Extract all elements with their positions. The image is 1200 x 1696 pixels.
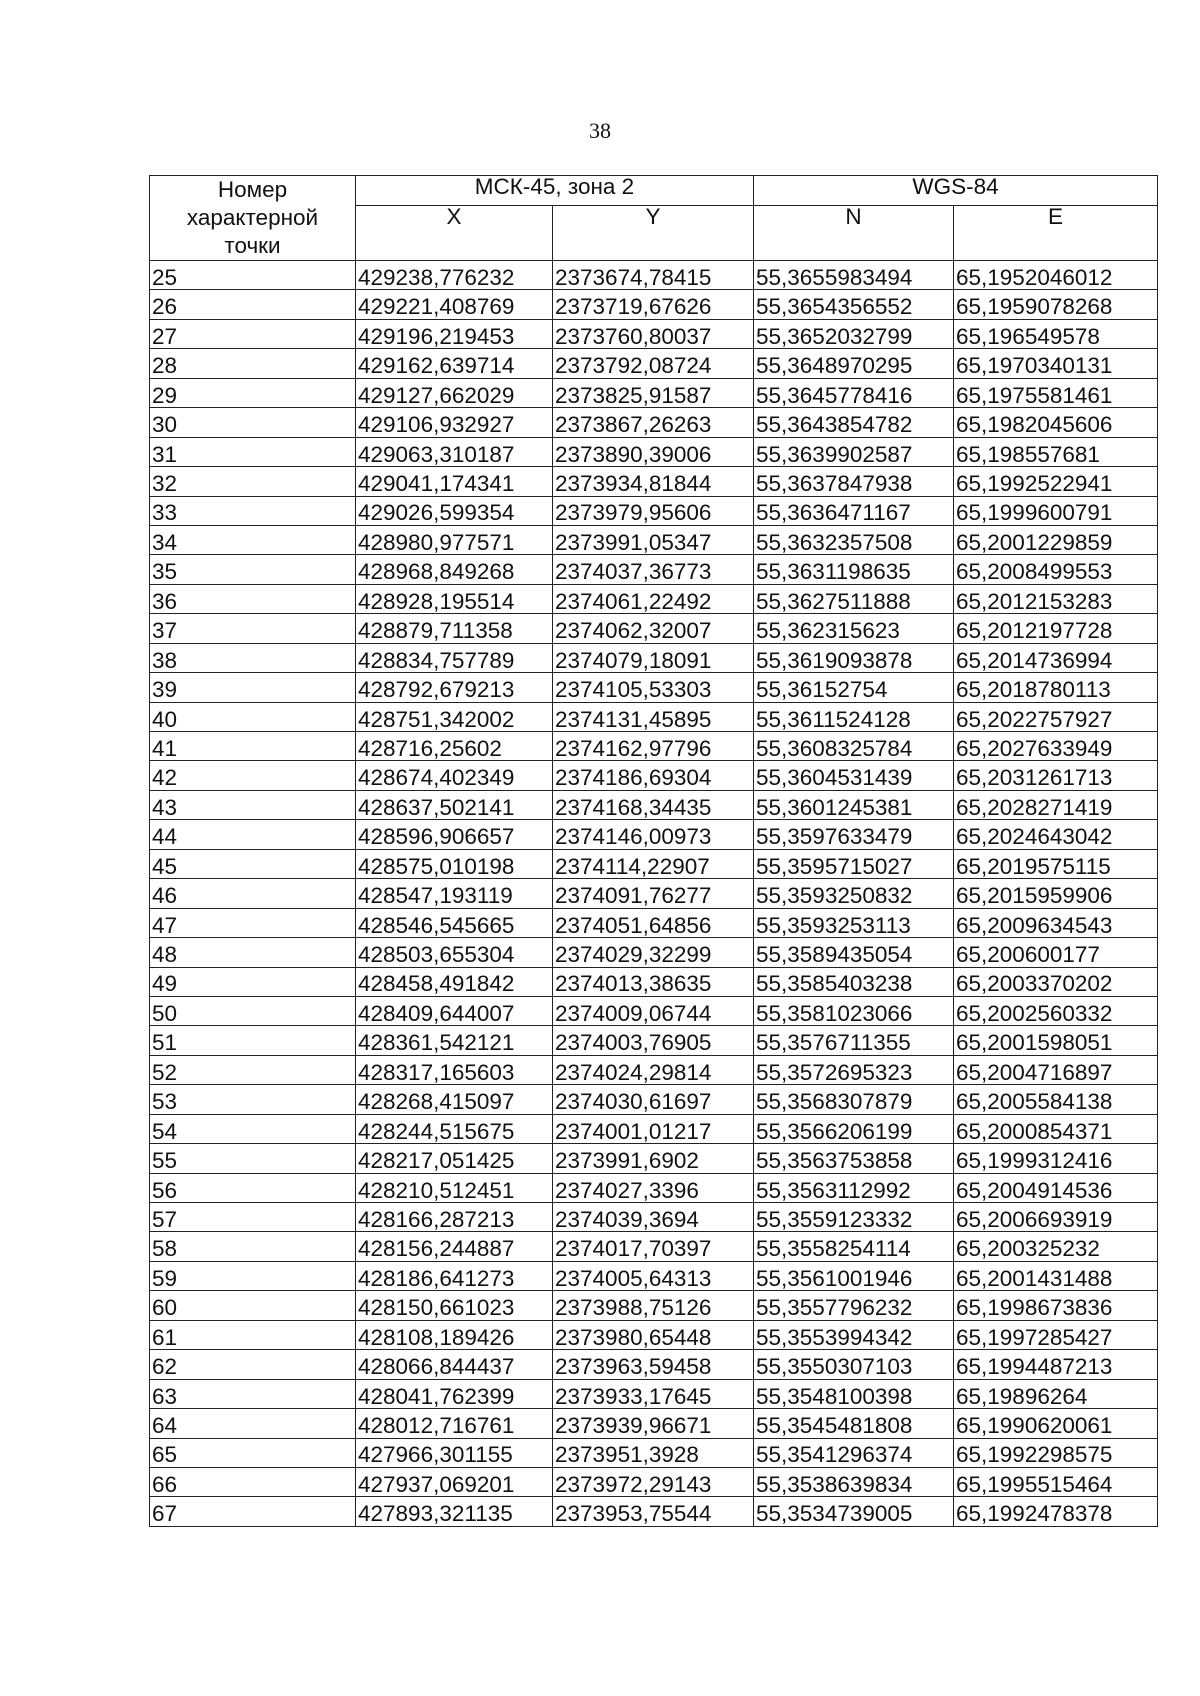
cell-x: 429162,639714 (356, 349, 553, 378)
cell-x: 428503,655304 (356, 938, 553, 967)
cell-y: 2374061,22492 (553, 584, 754, 613)
table-row (150, 820, 1158, 849)
cell-e: 65,2002560332 (954, 996, 1158, 1025)
cell-x: 428217,051425 (356, 1144, 553, 1173)
table-row (150, 643, 1158, 672)
cell-n: 55,3553994342 (754, 1320, 954, 1349)
cell-n: 55,3627511888 (754, 584, 954, 613)
cell-x: 427937,069201 (356, 1467, 553, 1496)
cell-n: 55,3557796232 (754, 1291, 954, 1320)
cell-point-number: 38 (150, 643, 356, 672)
table-row (150, 349, 1158, 378)
cell-e: 65,1975581461 (954, 378, 1158, 407)
header-group-wgs: WGS-84 (754, 176, 1158, 206)
cell-point-number: 66 (150, 1467, 356, 1496)
cell-y: 2373867,26263 (553, 408, 754, 437)
cell-x: 427966,301155 (356, 1438, 553, 1467)
cell-n: 55,3608325784 (754, 732, 954, 761)
cell-e: 65,1992478378 (954, 1497, 1158, 1526)
table-row (150, 584, 1158, 613)
cell-e: 65,1952046012 (954, 261, 1158, 290)
table-row (150, 408, 1158, 437)
table-row (150, 996, 1158, 1025)
cell-point-number: 29 (150, 378, 356, 407)
cell-point-number: 28 (150, 349, 356, 378)
cell-n: 55,3655983494 (754, 261, 954, 290)
cell-n: 55,3589435054 (754, 938, 954, 967)
header-col-x: X (356, 205, 553, 260)
cell-n: 55,3645778416 (754, 378, 954, 407)
cell-point-number: 41 (150, 732, 356, 761)
cell-n: 55,3576711355 (754, 1026, 954, 1055)
cell-n: 55,3581023066 (754, 996, 954, 1025)
cell-e: 65,2014736994 (954, 643, 1158, 672)
coordinates-table (149, 175, 1158, 1527)
cell-e: 65,1959078268 (954, 290, 1158, 319)
cell-n: 55,3538639834 (754, 1467, 954, 1496)
cell-point-number: 40 (150, 702, 356, 731)
cell-e: 65,2024643042 (954, 820, 1158, 849)
cell-x: 428716,25602 (356, 732, 553, 761)
cell-n: 55,3593250832 (754, 879, 954, 908)
cell-point-number: 62 (150, 1350, 356, 1379)
cell-e: 65,1999312416 (954, 1144, 1158, 1173)
table-row (150, 1203, 1158, 1232)
cell-x: 428458,491842 (356, 967, 553, 996)
cell-y: 2373972,29143 (553, 1467, 754, 1496)
cell-n: 55,3545481808 (754, 1409, 954, 1438)
cell-n: 55,3568307879 (754, 1085, 954, 1114)
cell-x: 427893,321135 (356, 1497, 553, 1526)
cell-x: 428546,545665 (356, 908, 553, 937)
cell-x: 428879,711358 (356, 614, 553, 643)
cell-x: 429238,776232 (356, 261, 553, 290)
cell-n: 55,3631198635 (754, 555, 954, 584)
cell-e: 65,1997285427 (954, 1320, 1158, 1349)
cell-point-number: 58 (150, 1232, 356, 1261)
cell-n: 55,3593253113 (754, 908, 954, 937)
cell-n: 55,3566206199 (754, 1114, 954, 1143)
cell-y: 2374114,22907 (553, 849, 754, 878)
cell-y: 2374186,69304 (553, 761, 754, 790)
cell-x: 429127,662029 (356, 378, 553, 407)
cell-e: 65,1999600791 (954, 496, 1158, 525)
cell-y: 2373988,75126 (553, 1291, 754, 1320)
table-row (150, 879, 1158, 908)
cell-x: 429041,174341 (356, 467, 553, 496)
cell-y: 2373979,95606 (553, 496, 754, 525)
cell-x: 428968,849268 (356, 555, 553, 584)
cell-x: 428575,010198 (356, 849, 553, 878)
cell-y: 2373792,08724 (553, 349, 754, 378)
cell-point-number: 31 (150, 437, 356, 466)
table-row (150, 1144, 1158, 1173)
cell-e: 65,2008499553 (954, 555, 1158, 584)
header-group-msk: МСК-45, зона 2 (356, 176, 754, 206)
cell-point-number: 56 (150, 1173, 356, 1202)
table-row (150, 1350, 1158, 1379)
cell-point-number: 63 (150, 1379, 356, 1408)
table-row (150, 938, 1158, 967)
cell-point-number: 46 (150, 879, 356, 908)
cell-x: 428108,189426 (356, 1320, 553, 1349)
cell-n: 55,3558254114 (754, 1232, 954, 1261)
table-row (150, 1291, 1158, 1320)
cell-x: 428166,287213 (356, 1203, 553, 1232)
cell-x: 428361,542121 (356, 1026, 553, 1055)
cell-e: 65,2027633949 (954, 732, 1158, 761)
cell-point-number: 34 (150, 525, 356, 554)
cell-e: 65,2005584138 (954, 1085, 1158, 1114)
cell-point-number: 53 (150, 1085, 356, 1114)
cell-e: 65,2004914536 (954, 1173, 1158, 1202)
cell-point-number: 36 (150, 584, 356, 613)
cell-y: 2374146,00973 (553, 820, 754, 849)
cell-n: 55,3559123332 (754, 1203, 954, 1232)
cell-y: 2374079,18091 (553, 643, 754, 672)
header-col-y: Y (553, 205, 754, 260)
cell-point-number: 47 (150, 908, 356, 937)
cell-y: 2374027,3396 (553, 1173, 754, 1202)
cell-y: 2374029,32299 (553, 938, 754, 967)
cell-point-number: 42 (150, 761, 356, 790)
table-row (150, 1261, 1158, 1290)
cell-y: 2373760,80037 (553, 319, 754, 348)
table-row (150, 790, 1158, 819)
cell-e: 65,1970340131 (954, 349, 1158, 378)
header-point-number-line: Номер (217, 177, 288, 202)
cell-point-number: 25 (150, 261, 356, 290)
table-row (150, 1232, 1158, 1261)
table-row (150, 849, 1158, 878)
cell-x: 428317,165603 (356, 1055, 553, 1084)
cell-point-number: 51 (150, 1026, 356, 1055)
cell-point-number: 30 (150, 408, 356, 437)
table-row (150, 1320, 1158, 1349)
cell-n: 55,3637847938 (754, 467, 954, 496)
cell-point-number: 27 (150, 319, 356, 348)
cell-y: 2374168,34435 (553, 790, 754, 819)
cell-e: 65,1995515464 (954, 1467, 1158, 1496)
header-point-number-line: характерной (186, 205, 319, 230)
cell-n: 55,3585403238 (754, 967, 954, 996)
cell-y: 2373939,96671 (553, 1409, 754, 1438)
cell-x: 428928,195514 (356, 584, 553, 613)
header-col-e: E (954, 205, 1158, 260)
cell-n: 55,3636471167 (754, 496, 954, 525)
cell-n: 55,3619093878 (754, 643, 954, 672)
table-row (150, 967, 1158, 996)
cell-point-number: 50 (150, 996, 356, 1025)
cell-e: 65,1992298575 (954, 1438, 1158, 1467)
table-row (150, 496, 1158, 525)
cell-y: 2373980,65448 (553, 1320, 754, 1349)
table-row (150, 1379, 1158, 1408)
cell-x: 428409,644007 (356, 996, 553, 1025)
table-row (150, 467, 1158, 496)
table-row (150, 1438, 1158, 1467)
table-row (150, 761, 1158, 790)
cell-e: 65,2000854371 (954, 1114, 1158, 1143)
cell-y: 2374003,76905 (553, 1026, 754, 1055)
table-row (150, 1467, 1158, 1496)
header-point-number-line: точки (224, 233, 281, 258)
cell-n: 55,362315623 (754, 614, 954, 643)
cell-e: 65,2031261713 (954, 761, 1158, 790)
cell-y: 2373991,6902 (553, 1144, 754, 1173)
table-row (150, 1026, 1158, 1055)
cell-y: 2373953,75544 (553, 1497, 754, 1526)
table-header (150, 176, 1158, 261)
cell-y: 2373951,3928 (553, 1438, 754, 1467)
cell-n: 55,3604531439 (754, 761, 954, 790)
cell-point-number: 49 (150, 967, 356, 996)
cell-e: 65,2001598051 (954, 1026, 1158, 1055)
table-row (150, 555, 1158, 584)
cell-n: 55,3572695323 (754, 1055, 954, 1084)
cell-x: 429106,932927 (356, 408, 553, 437)
cell-x: 428186,641273 (356, 1261, 553, 1290)
cell-y: 2373933,17645 (553, 1379, 754, 1408)
cell-point-number: 59 (150, 1261, 356, 1290)
cell-e: 65,2006693919 (954, 1203, 1158, 1232)
cell-y: 2373674,78415 (553, 261, 754, 290)
cell-point-number: 39 (150, 673, 356, 702)
cell-point-number: 48 (150, 938, 356, 967)
cell-y: 2374009,06744 (553, 996, 754, 1025)
cell-n: 55,3534739005 (754, 1497, 954, 1526)
cell-n: 55,3561001946 (754, 1261, 954, 1290)
cell-e: 65,2015959906 (954, 879, 1158, 908)
cell-point-number: 37 (150, 614, 356, 643)
cell-x: 428210,512451 (356, 1173, 553, 1202)
cell-y: 2374091,76277 (553, 879, 754, 908)
cell-point-number: 44 (150, 820, 356, 849)
table-row (150, 319, 1158, 348)
table-row (150, 908, 1158, 937)
cell-n: 55,3648970295 (754, 349, 954, 378)
cell-y: 2374162,97796 (553, 732, 754, 761)
cell-y: 2374037,36773 (553, 555, 754, 584)
cell-x: 428547,193119 (356, 879, 553, 908)
cell-x: 429063,310187 (356, 437, 553, 466)
cell-y: 2373963,59458 (553, 1350, 754, 1379)
cell-e: 65,2001229859 (954, 525, 1158, 554)
header-point-number (150, 176, 356, 261)
cell-y: 2373719,67626 (553, 290, 754, 319)
cell-n: 55,36152754 (754, 673, 954, 702)
cell-n: 55,3597633479 (754, 820, 954, 849)
cell-n: 55,3652032799 (754, 319, 954, 348)
cell-y: 2374005,64313 (553, 1261, 754, 1290)
header-row-groups (150, 176, 1158, 206)
table-row (150, 702, 1158, 731)
cell-point-number: 52 (150, 1055, 356, 1084)
cell-point-number: 55 (150, 1144, 356, 1173)
cell-point-number: 33 (150, 496, 356, 525)
cell-x: 428792,679213 (356, 673, 553, 702)
cell-y: 2374024,29814 (553, 1055, 754, 1084)
cell-x: 428156,244887 (356, 1232, 553, 1261)
table-row (150, 1114, 1158, 1143)
cell-y: 2374062,32007 (553, 614, 754, 643)
cell-n: 55,3654356552 (754, 290, 954, 319)
table-row (150, 614, 1158, 643)
cell-x: 428150,661023 (356, 1291, 553, 1320)
cell-x: 428674,402349 (356, 761, 553, 790)
cell-x: 428066,844437 (356, 1350, 553, 1379)
table-row (150, 1497, 1158, 1526)
cell-point-number: 67 (150, 1497, 356, 1526)
table-row (150, 525, 1158, 554)
cell-e: 65,200600177 (954, 938, 1158, 967)
cell-point-number: 43 (150, 790, 356, 819)
table-row (150, 732, 1158, 761)
cell-e: 65,1982045606 (954, 408, 1158, 437)
table-row (150, 290, 1158, 319)
cell-y: 2374105,53303 (553, 673, 754, 702)
cell-e: 65,200325232 (954, 1232, 1158, 1261)
cell-n: 55,3563753858 (754, 1144, 954, 1173)
cell-n: 55,3595715027 (754, 849, 954, 878)
cell-x: 429026,599354 (356, 496, 553, 525)
cell-point-number: 35 (150, 555, 356, 584)
cell-e: 65,2004716897 (954, 1055, 1158, 1084)
cell-e: 65,1990620061 (954, 1409, 1158, 1438)
cell-x: 428012,716761 (356, 1409, 553, 1438)
cell-n: 55,3541296374 (754, 1438, 954, 1467)
cell-n: 55,3611524128 (754, 702, 954, 731)
cell-e: 65,2003370202 (954, 967, 1158, 996)
table-row (150, 1085, 1158, 1114)
cell-e: 65,2012197728 (954, 614, 1158, 643)
cell-x: 428834,757789 (356, 643, 553, 672)
cell-point-number: 64 (150, 1409, 356, 1438)
cell-e: 65,2019575115 (954, 849, 1158, 878)
cell-n: 55,3548100398 (754, 1379, 954, 1408)
cell-y: 2373991,05347 (553, 525, 754, 554)
page-number: 38 (589, 118, 611, 143)
cell-x: 428244,515675 (356, 1114, 553, 1143)
cell-point-number: 65 (150, 1438, 356, 1467)
table-row (150, 378, 1158, 407)
cell-x: 428596,906657 (356, 820, 553, 849)
cell-point-number: 32 (150, 467, 356, 496)
cell-e: 65,196549578 (954, 319, 1158, 348)
cell-x: 428041,762399 (356, 1379, 553, 1408)
cell-y: 2374017,70397 (553, 1232, 754, 1261)
cell-n: 55,3632357508 (754, 525, 954, 554)
table-row (150, 1173, 1158, 1202)
cell-y: 2374013,38635 (553, 967, 754, 996)
cell-y: 2373825,91587 (553, 378, 754, 407)
table-body (150, 261, 1158, 1527)
cell-n: 55,3639902587 (754, 437, 954, 466)
cell-e: 65,2018780113 (954, 673, 1158, 702)
cell-e: 65,1998673836 (954, 1291, 1158, 1320)
cell-y: 2374001,01217 (553, 1114, 754, 1143)
cell-point-number: 57 (150, 1203, 356, 1232)
cell-y: 2374131,45895 (553, 702, 754, 731)
cell-x: 428268,415097 (356, 1085, 553, 1114)
cell-e: 65,2009634543 (954, 908, 1158, 937)
cell-n: 55,3601245381 (754, 790, 954, 819)
cell-point-number: 54 (150, 1114, 356, 1143)
cell-x: 428980,977571 (356, 525, 553, 554)
cell-e: 65,2028271419 (954, 790, 1158, 819)
cell-x: 429196,219453 (356, 319, 553, 348)
table-row (150, 673, 1158, 702)
cell-n: 55,3550307103 (754, 1350, 954, 1379)
cell-e: 65,19896264 (954, 1379, 1158, 1408)
table-row (150, 1055, 1158, 1084)
cell-e: 65,2001431488 (954, 1261, 1158, 1290)
cell-point-number: 45 (150, 849, 356, 878)
cell-y: 2374030,61697 (553, 1085, 754, 1114)
cell-point-number: 60 (150, 1291, 356, 1320)
cell-x: 428751,342002 (356, 702, 553, 731)
cell-y: 2373934,81844 (553, 467, 754, 496)
cell-x: 428637,502141 (356, 790, 553, 819)
cell-e: 65,198557681 (954, 437, 1158, 466)
cell-y: 2374051,64856 (553, 908, 754, 937)
table-row (150, 1409, 1158, 1438)
cell-point-number: 26 (150, 290, 356, 319)
cell-point-number: 61 (150, 1320, 356, 1349)
cell-n: 55,3563112992 (754, 1173, 954, 1202)
header-col-n: N (754, 205, 954, 260)
cell-e: 65,2012153283 (954, 584, 1158, 613)
cell-e: 65,1992522941 (954, 467, 1158, 496)
table-row (150, 437, 1158, 466)
cell-y: 2373890,39006 (553, 437, 754, 466)
cell-n: 55,3643854782 (754, 408, 954, 437)
cell-x: 429221,408769 (356, 290, 553, 319)
cell-e: 65,2022757927 (954, 702, 1158, 731)
table-row (150, 261, 1158, 290)
cell-y: 2374039,3694 (553, 1203, 754, 1232)
cell-e: 65,1994487213 (954, 1350, 1158, 1379)
